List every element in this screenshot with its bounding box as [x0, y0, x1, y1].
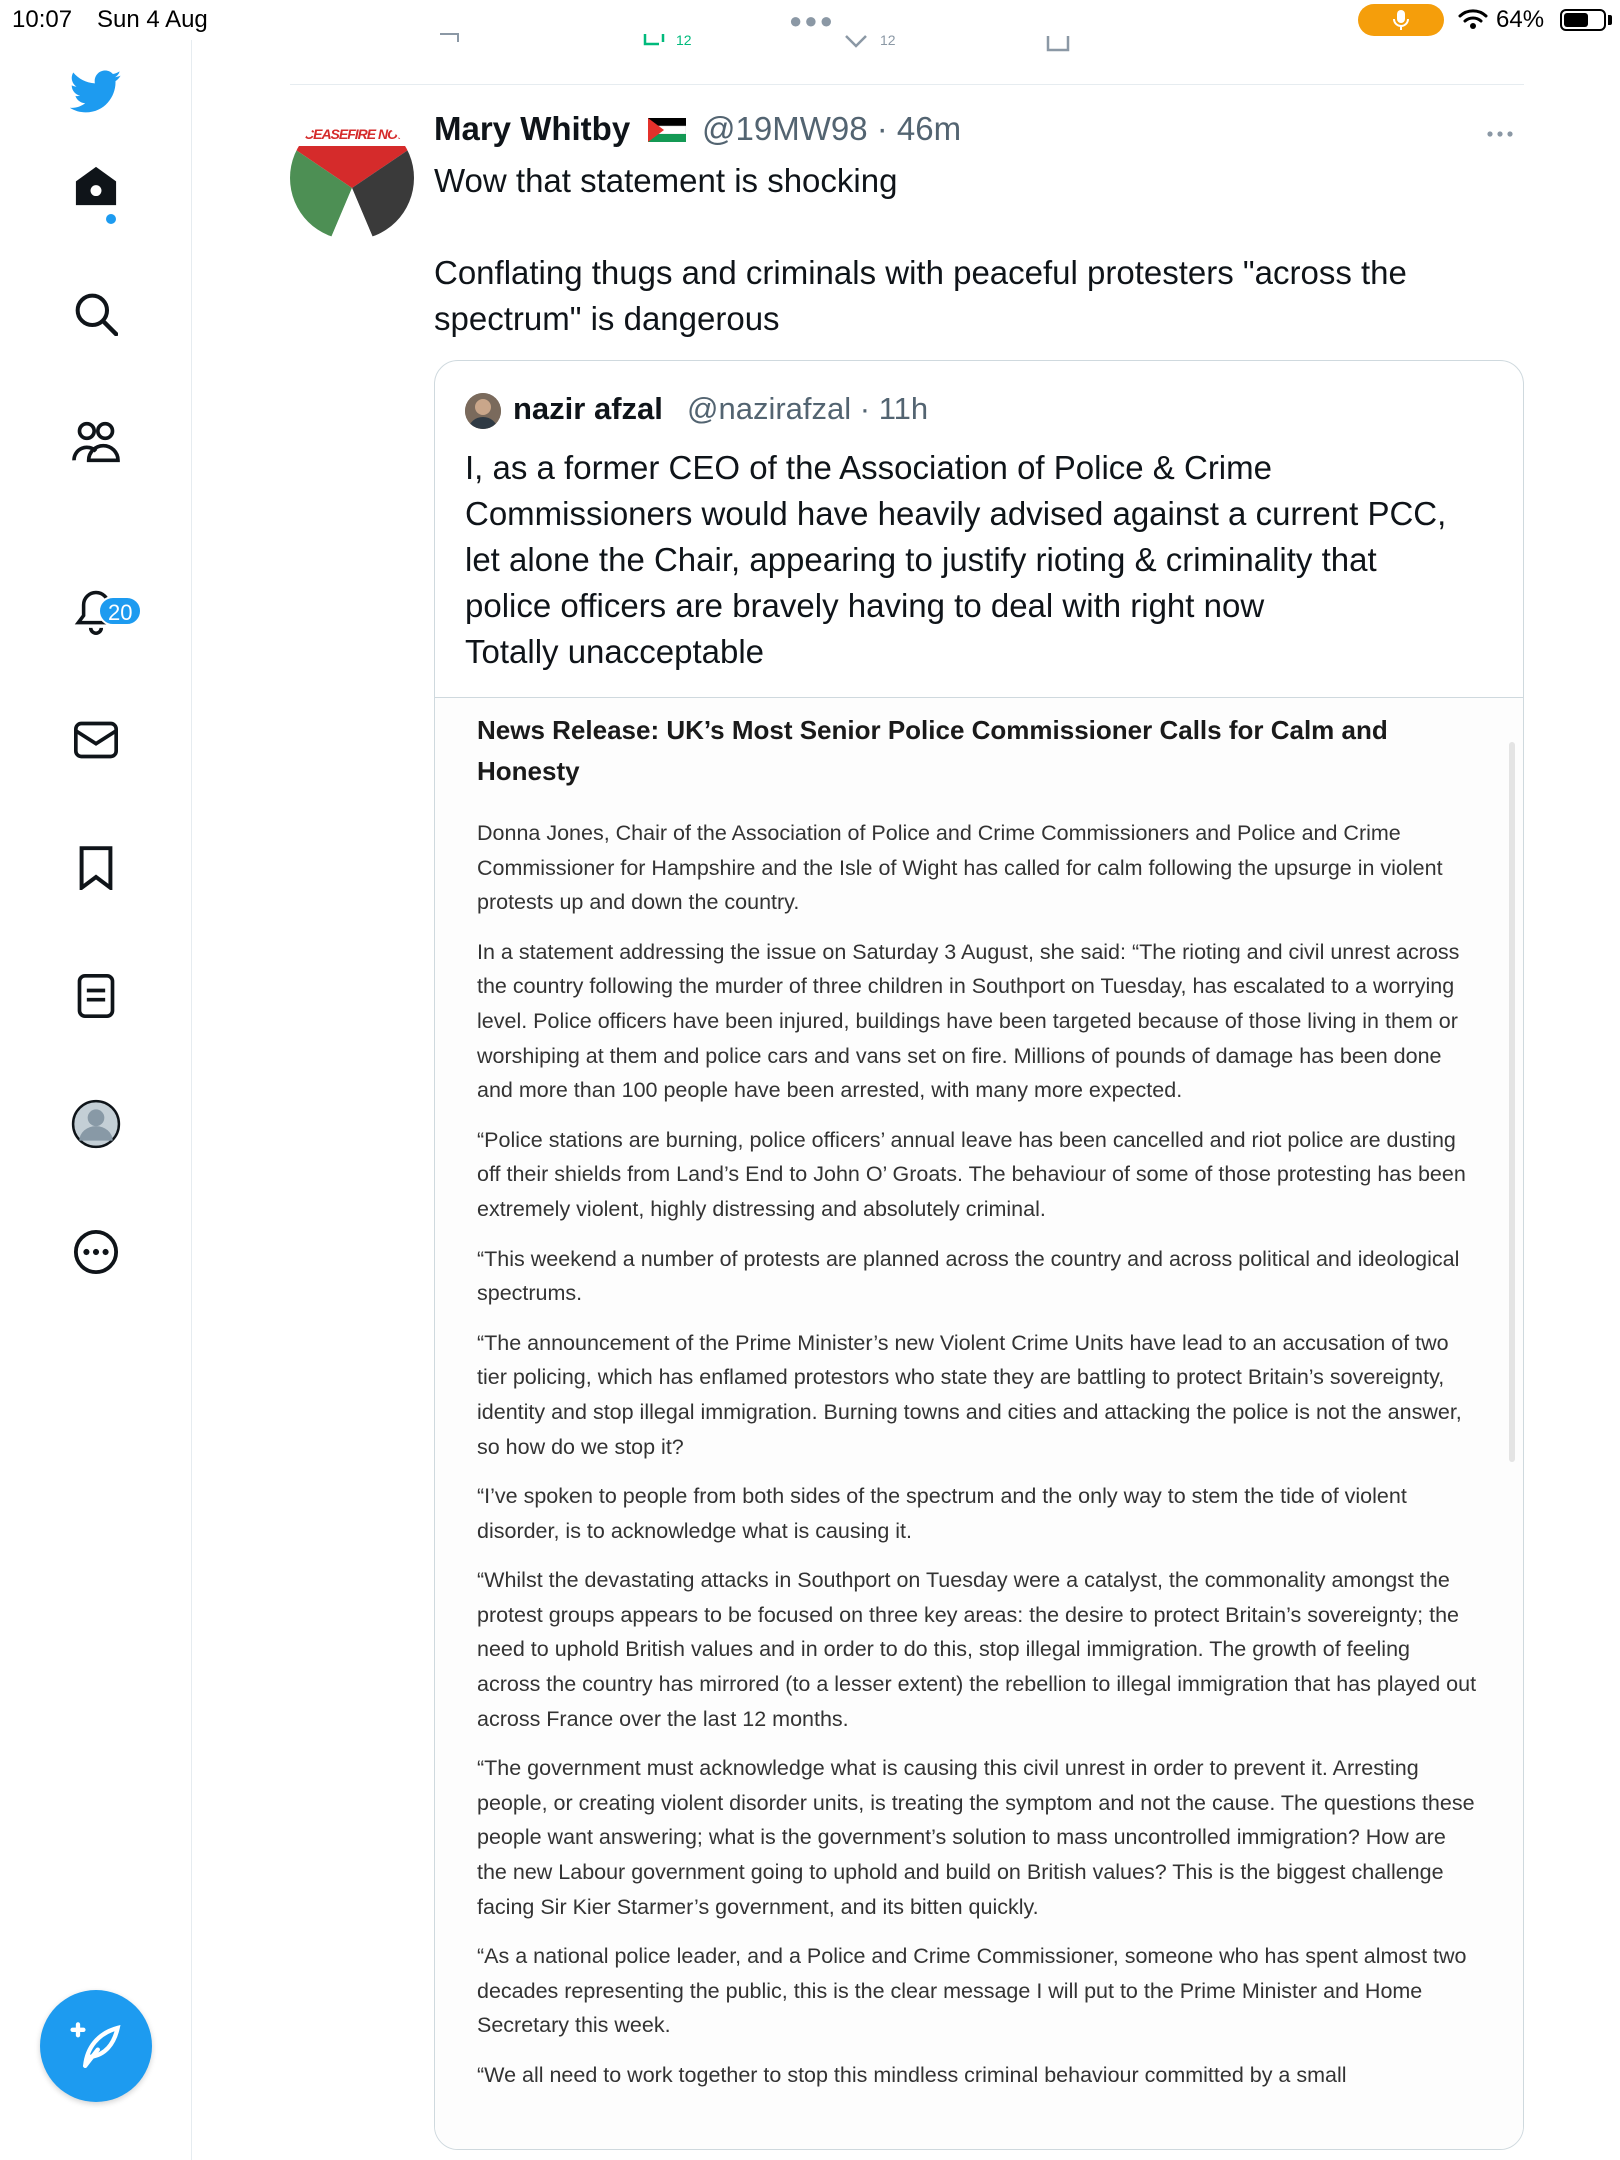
quoted-tweet-card[interactable]	[434, 360, 1524, 2150]
document-paragraph: “As a national police leader, and a Police and Crime Commissioner, someone who has spent almost two decades representing the public, this is the clear message I will put to the Prime Minister and Home Secretary this week.	[477, 1944, 1467, 2038]
bookmarks-icon[interactable]	[70, 842, 122, 894]
home-unread-dot	[106, 214, 116, 224]
document-paragraph: “Police stations are burning, police officers’ annual leave has been cancelled and riot police are dusting off their shields from Land’s End to John O’ Groats. The behaviour of some of those protesting has been extremely violent, highly distressing and absolutely criminal.	[477, 1127, 1466, 1221]
tweet-more-button[interactable]	[1486, 112, 1514, 146]
quoted-tweet-time: · 11h	[859, 391, 929, 426]
like-icon[interactable]	[844, 34, 868, 50]
status-date: Sun 4 Aug	[97, 6, 208, 33]
battery-icon	[1560, 9, 1606, 31]
quoted-text-line: let alone the Chair, appearing to justify rioting & criminality that	[465, 541, 1377, 578]
quoted-text-line: I, as a former CEO of the Association of Police & Crime	[465, 449, 1272, 486]
compose-tweet-icon	[69, 2022, 123, 2070]
status-time: 10:07	[12, 6, 73, 33]
messages-icon[interactable]	[70, 714, 122, 766]
quoted-author-avatar	[465, 393, 501, 429]
tweet-divider	[290, 84, 1524, 85]
wifi-icon	[1458, 8, 1488, 30]
battery-tip	[1608, 15, 1612, 25]
battery-level	[1564, 13, 1588, 27]
more-icon[interactable]	[70, 1226, 122, 1278]
microphone-indicator	[1358, 4, 1444, 36]
quoted-author-name: nazir afzal	[513, 391, 663, 426]
more-horizontal-icon	[1486, 130, 1514, 138]
microphone-icon	[1392, 9, 1410, 31]
tweet-text	[434, 158, 1524, 342]
reply-icon[interactable]	[438, 30, 462, 50]
notifications-badge: 20	[98, 596, 142, 626]
home-icon[interactable]	[70, 160, 122, 212]
document-paragraph: In a statement addressing the issue on Saturday 3 August, she said: “The rioting and civil unrest across the country following the murder of three children in Southport on Tuesday, has escalated to a worrying level. Police officers have been injured, buildings have been targeted because of those living in them or worshiping at them and police cars and vans set on fire. Millions of pounds of damage has been done and more than 100 people have been arrested, with many more expected.	[477, 939, 1460, 1103]
retweet-icon[interactable]	[642, 32, 668, 50]
profile-icon[interactable]	[70, 1098, 122, 1150]
like-count: 12	[880, 32, 896, 48]
quoted-tweet-image[interactable]	[435, 697, 1524, 2150]
tweet-text-line: Conflating thugs and criminals with peaceful protesters "across the spectrum" is dangerous	[434, 254, 1407, 337]
document-paragraph: Donna Jones, Chair of the Association of Police and Crime Commissioners and Police and Crime Commissioner for Hampshire and the Isle of Wight has called for calm following the upsurge in violent protests up and down the country.	[477, 821, 1443, 915]
quoted-author-handle: @nazirafzal	[687, 391, 852, 426]
document-title: News Release: UK’s Most Senior Police Commissioner Calls for Calm and Honesty	[477, 715, 1388, 786]
twitter-logo-icon[interactable]	[70, 66, 122, 118]
multitasking-dots-icon[interactable]: ●●●	[789, 8, 835, 33]
quoted-text-line: Commissioners would have heavily advised against a current PCC,	[465, 495, 1447, 532]
sidebar-nav	[0, 40, 192, 2160]
author-name[interactable]: Mary Whitby	[434, 110, 631, 147]
author-avatar[interactable]	[290, 116, 414, 240]
battery-percent: 64%	[1496, 6, 1545, 33]
avatar-logo-text: CEASEFIRE NOW	[304, 126, 410, 142]
document-paragraph: “This weekend a number of protests are planned across the country and across political and ideological spectrums.	[477, 1246, 1460, 1306]
document-paragraph: “The government must acknowledge what is causing this civil unrest in order to prevent it. Arresting people, or creating violent disorder units, is treating the symptom and not the cause. The questions these people want answering; what is the government’s solution to mass uncontrolled immigration? How are the new Labour government going to uphold and build on British values? This is the biggest challenge facing Sir Kier Starmer’s government, and its bitten quickly.	[477, 1756, 1475, 1919]
document-paragraph: “Whilst the devastating attacks in Southport on Tuesday were a catalyst, the commonality amongst the protest groups appears to be focused on three key areas: the desire to protect Britain’s sovereignty; the need to uphold British values and in order to do this, stop illegal immigration. The growth of feeling across the country has mirrored (to a lesser extent) the rebellion to illegal immigration that has played out across France over the last 12 months.	[477, 1568, 1477, 1731]
author-handle-time	[702, 110, 961, 148]
palestine-flag-icon	[648, 118, 686, 142]
author-handle[interactable]: @19MW98	[702, 110, 868, 147]
lists-icon[interactable]	[70, 970, 122, 1022]
quoted-text-line: police officers are bravely having to deal with right now	[465, 587, 1265, 624]
tweet-text-line: Wow that statement is shocking	[434, 162, 898, 199]
previous-tweet-actions	[430, 22, 1130, 52]
document-paragraph: “We all need to work together to stop this mindless criminal behaviour committed by a small	[477, 2063, 1347, 2087]
search-icon[interactable]	[70, 288, 122, 340]
communities-icon[interactable]	[70, 416, 122, 468]
document-scrollbar	[1509, 742, 1515, 1462]
tweet-time[interactable]: · 46m	[876, 110, 962, 147]
quoted-tweet-text	[465, 445, 1505, 675]
quoted-text-line: Totally unacceptable	[465, 633, 765, 670]
document-paragraph: “I’ve spoken to people from both sides of the spectrum and the only way to stem the tide of violent disorder, is to acknowledge what is causing it.	[477, 1484, 1407, 1543]
document-paragraph: “The announcement of the Prime Minister’s new Violent Crime Units have lead to an accusation of two tier policing, which has enflamed protestors who state they are battling to protect Britain’s sovereignty, identity and stop illegal immigration. Burning towns and cities and attacking the police is not the answer, so how do we stop it?	[477, 1330, 1462, 1459]
share-icon[interactable]	[1046, 30, 1070, 52]
quoted-handle-time	[687, 391, 928, 427]
compose-tweet-button[interactable]	[40, 1990, 152, 2102]
news-release-document	[477, 710, 1477, 2108]
retweet-count: 12	[676, 32, 692, 48]
